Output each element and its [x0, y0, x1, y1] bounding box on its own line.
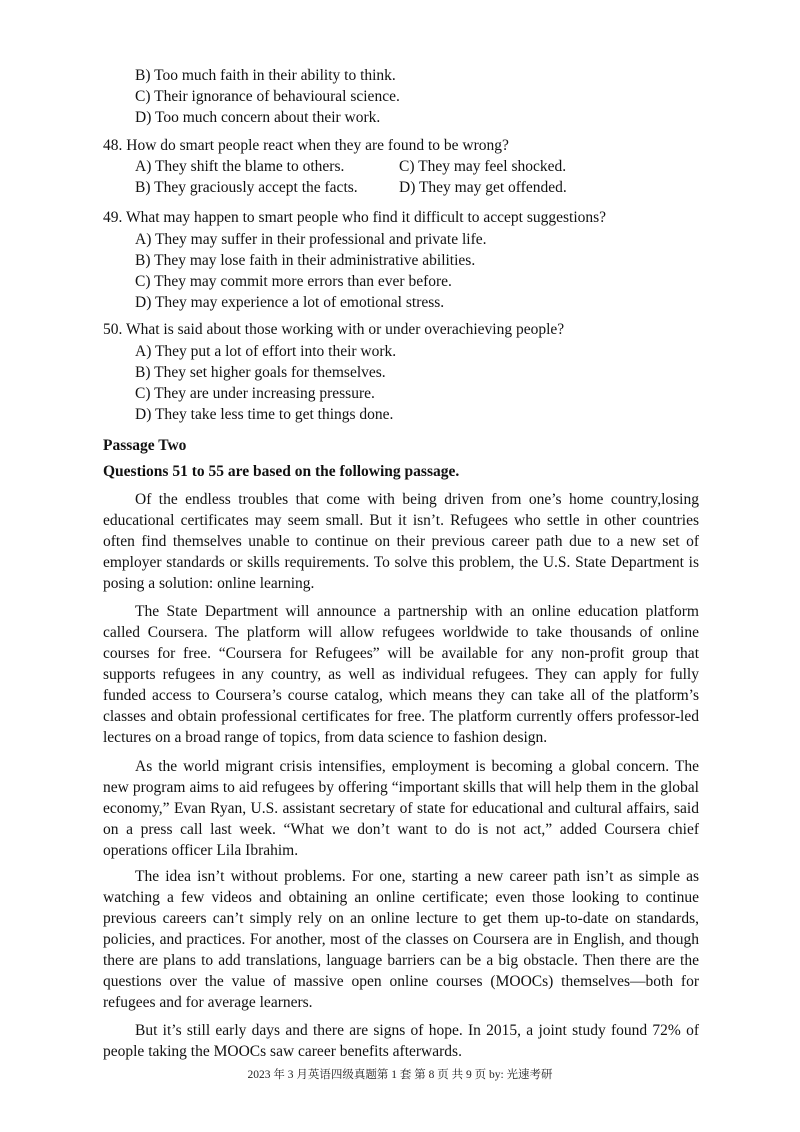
q49-option-d: D) They may experience a lot of emotional stress. — [135, 294, 445, 311]
q48-option-a: A) They shift the blame to others. — [135, 158, 345, 175]
q49-option-c: C) They may commit more errors than ever before. — [135, 273, 452, 290]
q47-option-d: D) Too much concern about their work. — [135, 109, 381, 126]
q48-option-b: B) They graciously accept the facts. — [135, 179, 358, 196]
passage-paragraph-3: As the world migrant crisis intensifies, employment is becoming a global concern. The new program aims to aid refugees by offering “important skills that will help them in the global economy,” Evan Ryan, U.S. assistant secretary of state for educational and cultural affairs, said on a press call last week. “What we don’t want to do is not act,” added Coursera chief operations officer Lila Ibrahim. — [103, 758, 699, 859]
passage-paragraph-5: But it’s still early days and there are signs of hope. In 2015, a joint study found 72% of people taking the MOOCs saw career benefits afterwards. — [103, 1022, 699, 1060]
q49-question: 49. What may happen to smart people who find it difficult to accept suggestions? — [103, 209, 607, 226]
passage-heading: Passage Two — [103, 437, 187, 454]
page-footer: 2023 年 3 月英语四级真题第 1 套 第 8 页 共 9 页 by: 光速考研 — [247, 1069, 553, 1081]
q50-option-b: B) They set higher goals for themselves. — [135, 364, 386, 381]
passage-paragraph-2: The State Department will announce a partnership with an online education platform called Coursera. The platform will allow refugees worldwide to take thousands of online courses for free. “Coursera for Refugees” will be available for any non-profit group that supports refugees in any country, as well as individual refugees. They can apply for fully funded access to Coursera’s course catalog, which means they can take all of the platform’s classes and obtain professional certificates for free. The platform currently offers professor-led lectures on a broad range of topics, from data science to fashion design. — [103, 603, 699, 746]
q50-option-d: D) They take less time to get things done. — [135, 406, 394, 423]
q48-option-c: C) They may feel shocked. — [399, 158, 567, 175]
q50-option-a: A) They put a lot of effort into their work. — [135, 343, 397, 360]
q49-option-b: B) They may lose faith in their administrative abilities. — [135, 252, 476, 269]
q47-option-b: B) Too much faith in their ability to think. — [135, 67, 396, 84]
passage-instruction: Questions 51 to 55 are based on the following passage. — [103, 463, 460, 480]
passage-paragraph-4: The idea isn’t without problems. For one, starting a new career path isn’t as simple as watching a few videos and obtaining an online certificate; even those looking to continue previous careers can’t simply rely on an online lecture to get them up-to-date on standards, policies, and practices. For another, most of the classes on Coursera are in English, and though there are plans to add translations, language barriers can be a big obstacle. Then there are the questions over the value of massive open online courses (MOOCs) themselves—both for refugees and for average learners. — [103, 868, 699, 1011]
q50-question: 50. What is said about those working with or under overachieving people? — [103, 321, 565, 338]
q50-option-c: C) They are under increasing pressure. — [135, 385, 375, 402]
q49-option-a: A) They may suffer in their professional and private life. — [135, 231, 487, 248]
q48-question: 48. How do smart people react when they are found to be wrong? — [103, 137, 509, 154]
passage-paragraph-1: Of the endless troubles that come with being driven from one’s home country,losing educational certificates may seem small. But it isn’t. Refugees who settle in other countries often find themselves unable to continue on their previous career path due to a new set of employer standards or skills requirements. To solve this problem, the U.S. State Department is posing a solution: online learning. — [103, 491, 699, 592]
q47-option-c: C) Their ignorance of behavioural science. — [135, 88, 400, 105]
q48-option-d: D) They may get offended. — [399, 179, 567, 196]
